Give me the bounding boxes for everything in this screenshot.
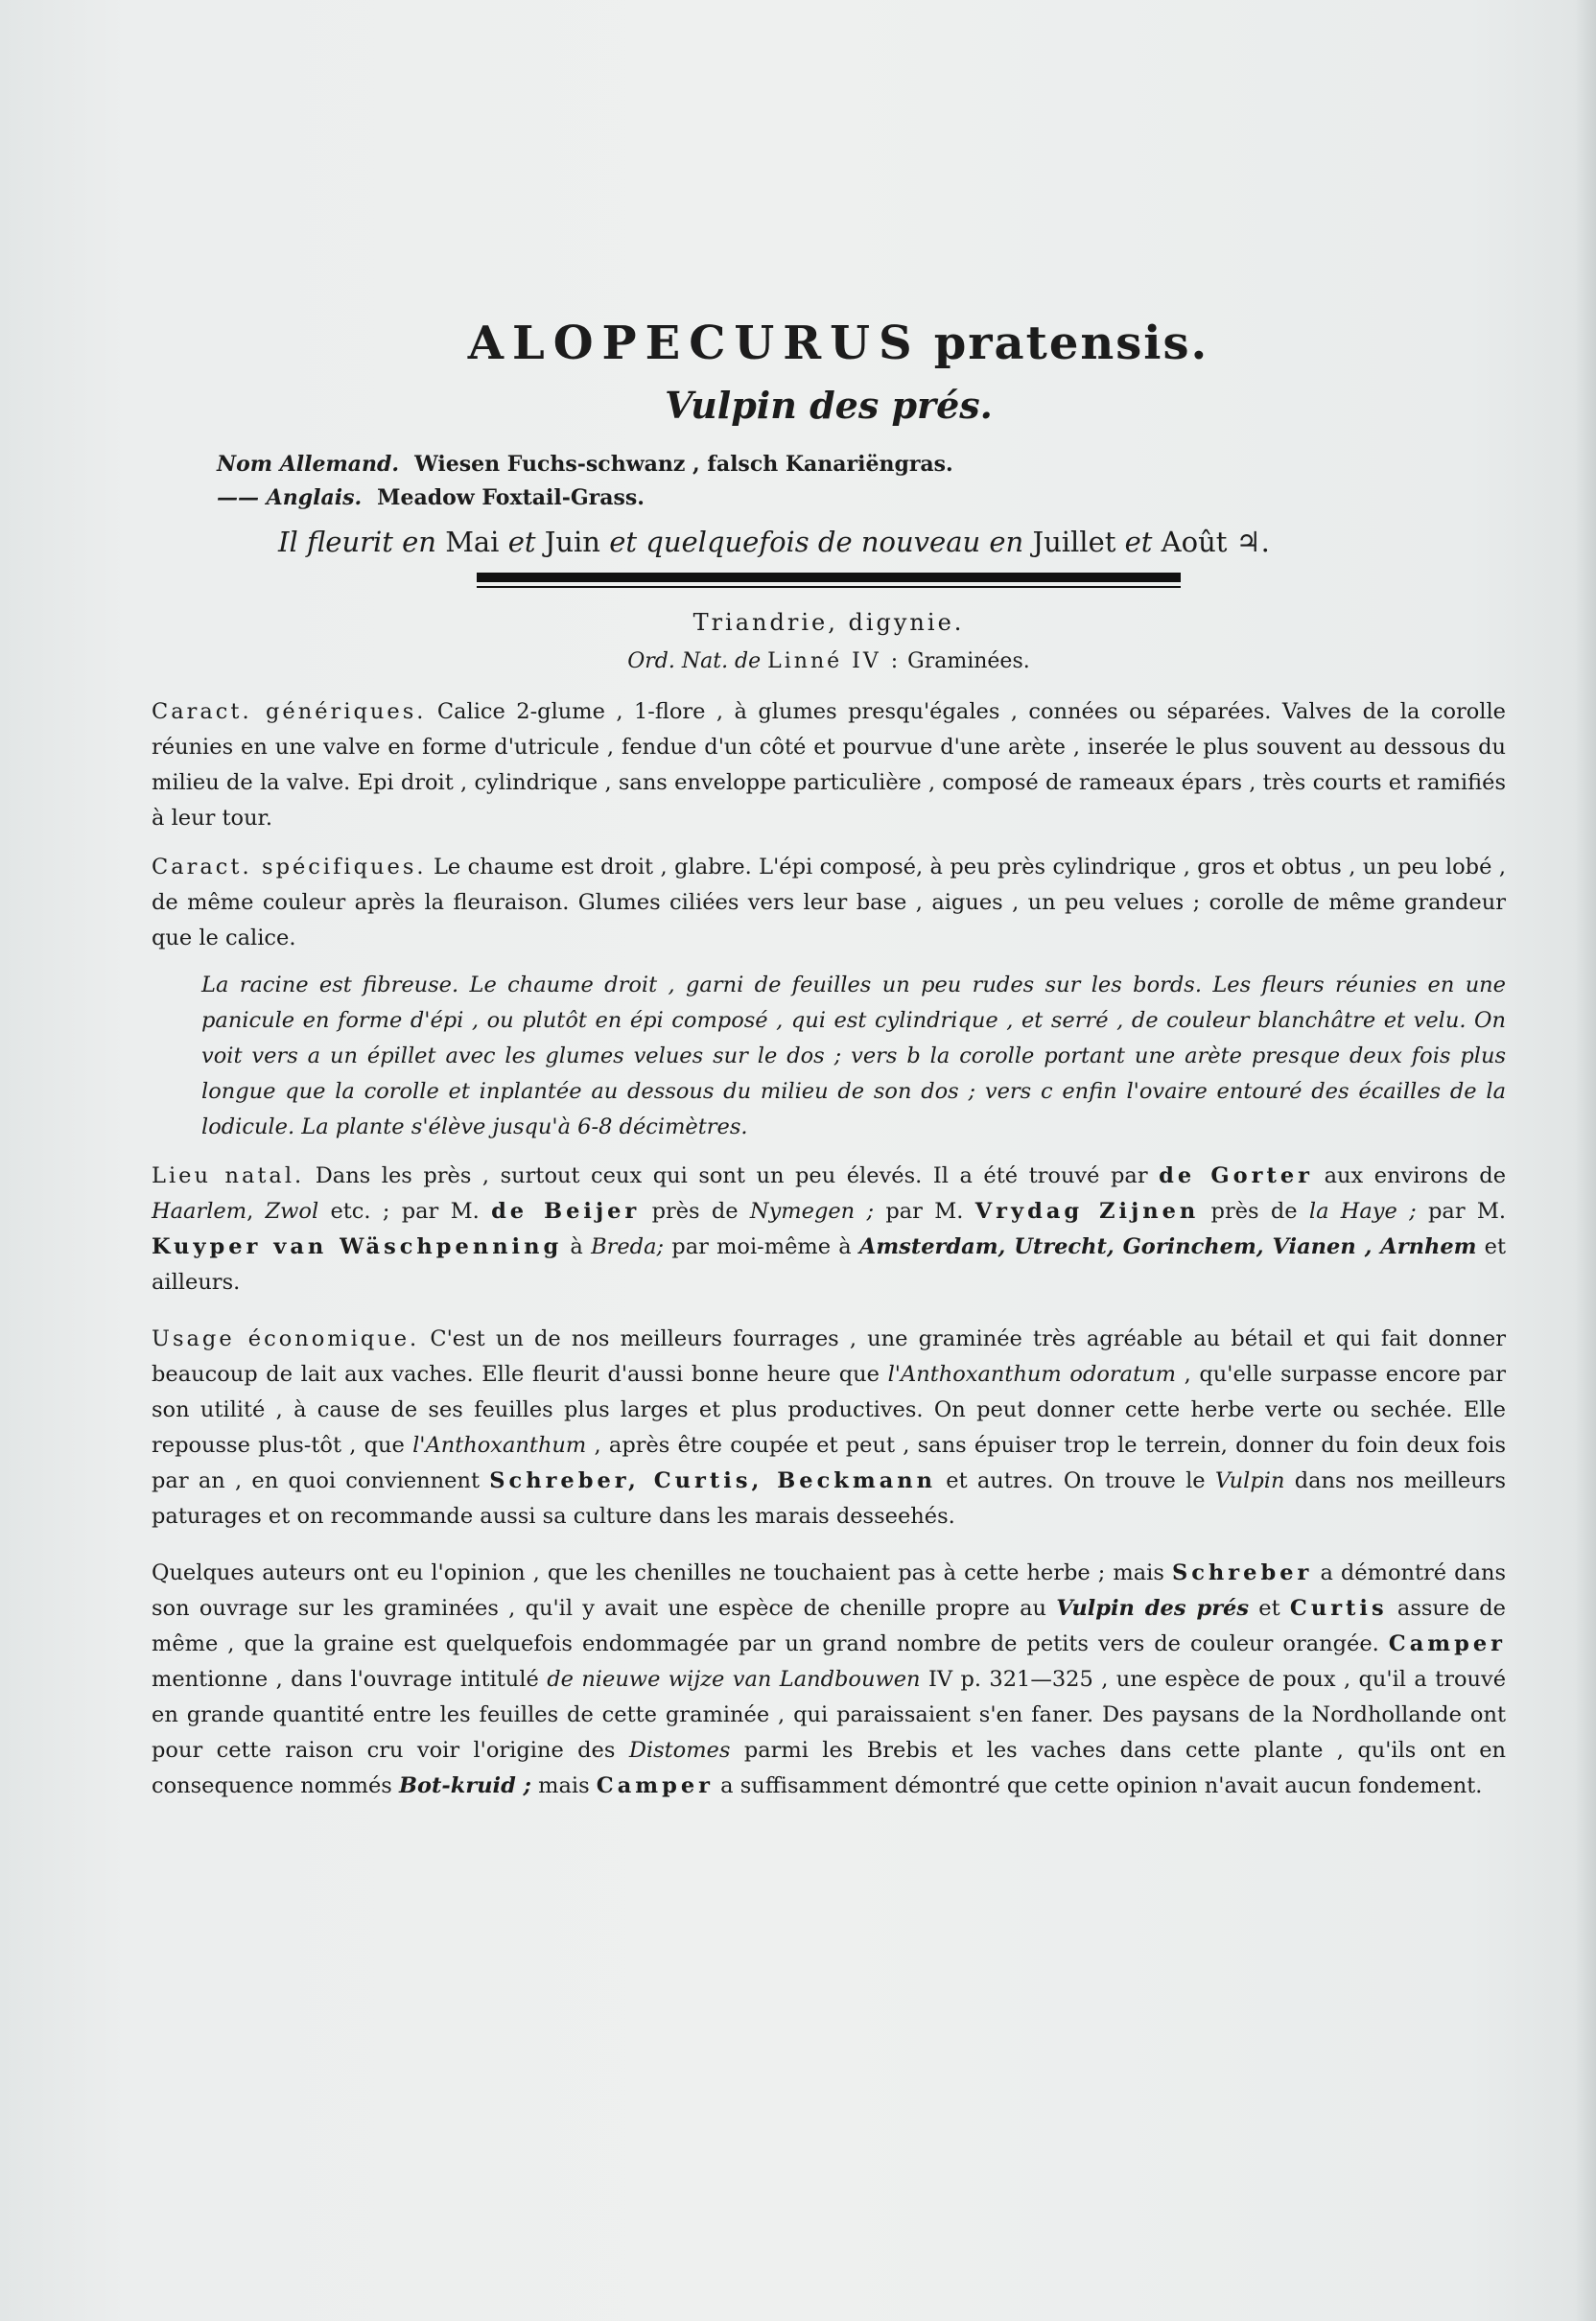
- person-name: de Beijer: [491, 1198, 641, 1224]
- closing-section: [152, 1556, 1506, 1804]
- section-text: etc. ; par M.: [330, 1198, 480, 1224]
- flowering-month: Août: [1161, 525, 1228, 558]
- species-name: l'Anthoxanthum: [412, 1432, 587, 1458]
- natural-order: [152, 649, 1506, 673]
- person-name: Camper: [596, 1772, 714, 1798]
- german-name-row: [217, 448, 1506, 481]
- common-names: [217, 448, 1506, 515]
- species-name: Distomes: [628, 1737, 731, 1763]
- flowering-month: Mai: [445, 525, 500, 558]
- german-label: Nom Allemand.: [217, 451, 400, 477]
- section-text: IV p. 321—325 , une espèce de poux , qu'il a trouvé en grande quantité entre les feuilles de cette graminée , qui paraissaient s'en faner. Des paysans de la Nordhollande ont pour cette raison cru voir l'origine des: [152, 1666, 1507, 1763]
- flowering-text: et: [507, 525, 536, 558]
- section-text: Quelques auteurs ont eu l'opinion , que les chenilles ne touchaient pas à cette herbe ; mais: [152, 1559, 1164, 1585]
- place-name: Amsterdam, Utrecht, Gorinchem, Vianen , Arnhem: [858, 1233, 1477, 1259]
- economic-use-section: [152, 1322, 1506, 1535]
- local-name: Bot-kruid ;: [399, 1772, 531, 1798]
- flowering-line: [278, 525, 1506, 561]
- plant-description: La racine est fibreuse. Le chaume droit , garni de feuilles un peu rudes sur les bords. Les fleurs réunies en une panicule en forme d'épi , ou plutôt en épi composé , qui est cylindrique , et serré , de couleur blanchâtre et velu. On voit vers a un épillet avec les glumes velues sur le dos ; vers b la corolle portant une arète presque deux fois plus longue que la corolle et inplantée au dessous du milieu de son dos ; vers c enfin l'ovaire entouré des écailles de la lodicule. La plante s'élève jusqu'à 6-8 décimètres.: [201, 972, 1506, 1139]
- section-text: Calice 2-glume , 1-flore , à glumes presqu'égales , connées ou séparées. Valves de la corolle réunies en une valve en forme d'utricule , fendue d'un côté et pourvue d'une arète , inserée le plus souvent au dessous du milieu de la valve. Epi droit , cylindrique , sans enveloppe particulière , composé de rameaux épars , très courts et ramifiés à leur tour.: [152, 698, 1506, 831]
- flowering-text: Il fleurit en: [278, 525, 436, 558]
- section-text: , après être coupée et peut , sans épuiser trop le terrein, donner du foin deux fois par an , en quoi conviennent: [152, 1432, 1507, 1493]
- habitat-section: [152, 1159, 1506, 1301]
- species-name: Vulpin des prés: [1056, 1595, 1250, 1621]
- book-title: de nieuwe wijze van Landbouwen: [547, 1666, 921, 1692]
- section-text: et: [1258, 1595, 1280, 1621]
- flowering-text: et: [1124, 525, 1153, 558]
- french-name: Vulpin des prés.: [665, 383, 993, 427]
- place-name: Breda;: [591, 1233, 665, 1259]
- document-body: [152, 316, 1506, 1804]
- species-name: l'Anthoxanthum odoratum: [887, 1361, 1176, 1387]
- section-text: ,: [246, 1198, 254, 1224]
- english-label: —— Anglais.: [217, 484, 363, 510]
- section-text: parmi les Brebis et les vaches dans cette plante , qu'ils ont en consequence nommés: [152, 1737, 1507, 1798]
- person-name: Schreber: [1171, 1559, 1313, 1585]
- order-linne: Linné IV :: [767, 648, 902, 673]
- divider-thick: [477, 573, 1181, 582]
- section-heading: Caract. génériques.: [152, 698, 427, 724]
- flowering-month: Juillet: [1032, 525, 1116, 558]
- place-name: Zwol: [265, 1198, 319, 1224]
- german-value: Wiesen Fuchs-schwanz , falsch Kanariëngras.: [414, 451, 953, 477]
- person-name: Vrydag Zijnen: [974, 1198, 1200, 1224]
- section-text: près de: [651, 1198, 739, 1224]
- section-text: a démontré dans son ouvrage sur les graminées , qu'il y avait une espèce de chenille propre au: [152, 1559, 1507, 1621]
- section-text: par moi-même à: [671, 1233, 852, 1259]
- person-name: Schreber, Curtis, Beckmann: [489, 1467, 936, 1493]
- section-text: , qu'elle surpasse encore par son utilité , à cause de ses feuilles plus larges et plus productives. On peut donner cette herbe verte ou sechée. Elle repousse plus-tôt , que: [152, 1361, 1506, 1458]
- section-text: dans nos meilleurs paturages et on recommande aussi sa culture dans les marais desseehés.: [152, 1467, 1507, 1529]
- section-text: à: [570, 1233, 583, 1259]
- title-species: pratensis.: [933, 316, 1209, 370]
- section-text: près de: [1210, 1198, 1298, 1224]
- person-name: de Gorter: [1159, 1162, 1314, 1188]
- place-name: Nymegen ;: [749, 1198, 875, 1224]
- flowering-month: Juin: [544, 525, 600, 558]
- linnaean-class: Triandrie, digynie.: [692, 608, 965, 636]
- page-title: [171, 316, 1506, 372]
- divider-thin: [477, 586, 1181, 588]
- order-family: Graminées.: [907, 648, 1030, 673]
- section-text: mais: [538, 1772, 590, 1798]
- section-heading: Lieu natal.: [152, 1162, 305, 1188]
- place-name: Haarlem: [152, 1198, 247, 1224]
- section-text: Le chaume est droit , glabre. L'épi composé, à peu près cylindrique , gros et obtus , un peu lobé , de même couleur après la fleuraison. Glumes ciliées vers leur base , aigues , un peu velues ; corolle de même grandeur que le calice.: [152, 854, 1506, 950]
- flowering-text: et quelquefois de nouveau en: [609, 525, 1024, 558]
- person-name: Camper: [1388, 1630, 1506, 1656]
- section-text: et autres. On trouve le: [946, 1467, 1206, 1493]
- section-text: mentionne , dans l'ouvrage intitulé: [152, 1666, 539, 1692]
- section-heading: Caract. spécifiques.: [152, 854, 427, 879]
- english-name-row: [217, 481, 1506, 515]
- section-text: aux environs de: [1324, 1162, 1507, 1188]
- english-value: Meadow Foxtail-Grass.: [377, 484, 645, 510]
- section-text: par M.: [1428, 1198, 1507, 1224]
- section-text: et ailleurs.: [152, 1233, 1507, 1295]
- section-text: par M.: [885, 1198, 964, 1224]
- species-name: Vulpin: [1214, 1467, 1285, 1493]
- person-name: Curtis: [1289, 1595, 1388, 1621]
- perennial-symbol-icon: ♃.: [1235, 525, 1270, 558]
- person-name: Kuyper van Wäschpenning: [152, 1233, 563, 1259]
- section-text: C'est un de nos meilleurs fourrages , une graminée très agréable au bétail et qui fait donner beaucoup de lait aux vaches. Elle fleurit d'aussi bonne heure que: [152, 1325, 1506, 1387]
- title-genus: ALOPECURUS: [467, 316, 921, 370]
- section-text: Dans les près , surtout ceux qui sont un peu élevés. Il a été trouvé par: [315, 1162, 1148, 1188]
- generic-characters: [152, 694, 1506, 836]
- order-prefix: Ord. Nat. de: [627, 648, 762, 673]
- page-edge-shadow: [1575, 0, 1596, 2321]
- specific-characters: [152, 850, 1506, 956]
- place-name: la Haye ;: [1308, 1198, 1417, 1224]
- section-heading: Usage économique.: [152, 1325, 420, 1351]
- section-text: assure de même , que la graine est quelquefois endommagée par un grand nombre de petits vers de couleur orangée.: [152, 1595, 1506, 1656]
- section-text: a suffisamment démontré que cette opinion n'avait aucun fondement.: [720, 1772, 1483, 1798]
